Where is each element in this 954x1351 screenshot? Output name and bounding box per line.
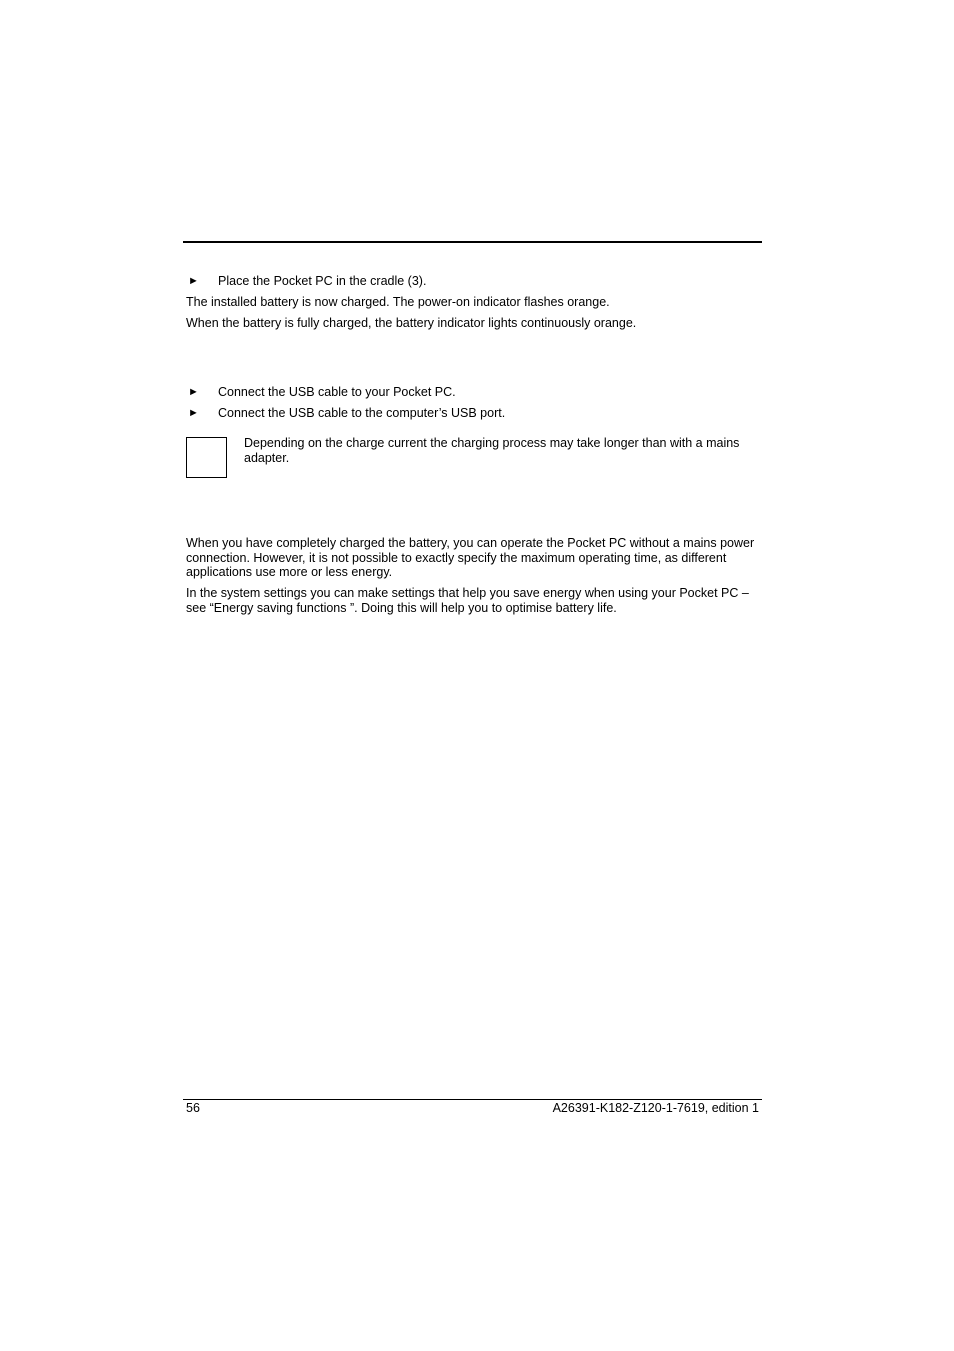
page-number: 56 — [186, 1101, 200, 1115]
paragraph-charging: The installed battery is now charged. The power-on indicator flashes orange. — [186, 295, 610, 309]
instruction-text: Connect the USB cable to the computer’s USB port. — [218, 406, 506, 420]
header-rule — [183, 241, 762, 243]
note-icon — [186, 437, 227, 478]
footer-rule — [183, 1099, 762, 1100]
paragraph-fully-charged: When the battery is fully charged, the battery indicator lights continuously orange. — [186, 316, 637, 330]
document-id: A26391-K182-Z120-1-7619, edition 1 — [552, 1101, 759, 1115]
note-text: Depending on the charge current the charging process may take longer than with a mains adapter. — [244, 436, 740, 465]
instruction-text: Place the Pocket PC in the cradle (3). — [218, 274, 427, 288]
bullet-arrow-icon: ► — [188, 386, 199, 398]
bullet-arrow-icon: ► — [188, 407, 199, 419]
paragraph-energy-saving: In the system settings you can make settings that help you save energy when using your Pocket PC – see “Energy saving functions ”. Doing this will help you to optimise battery life. — [186, 586, 749, 615]
instruction-text: Connect the USB cable to your Pocket PC. — [218, 385, 456, 399]
bullet-arrow-icon: ► — [188, 275, 199, 287]
paragraph-operating-time: When you have completely charged the battery, you can operate the Pocket PC without a mains power connection. However, it is not possible to exactly specify the maximum operating time, as different applications use more or less energy. — [186, 536, 755, 579]
